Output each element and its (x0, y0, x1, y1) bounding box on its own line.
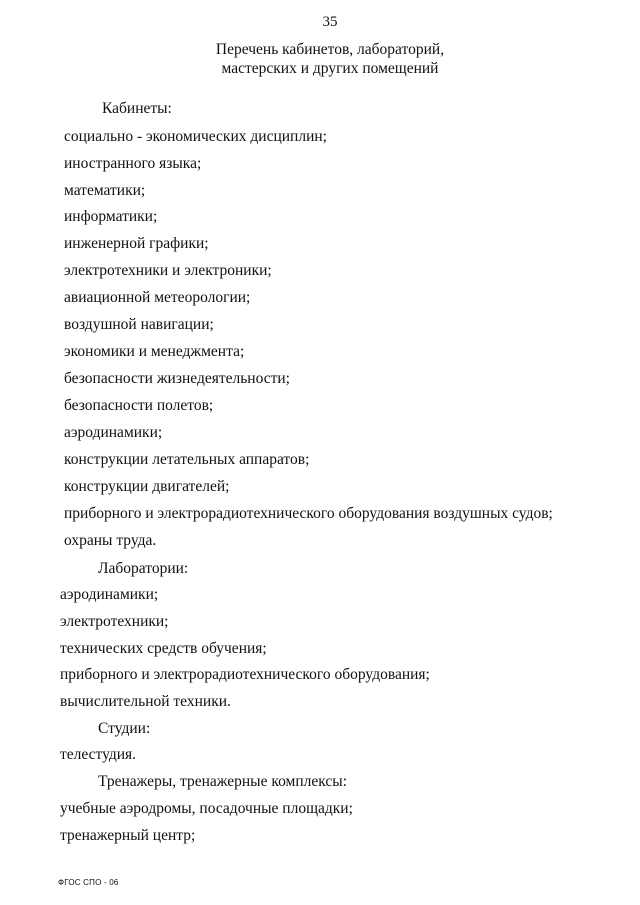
list-item: технических средств обучения; (60, 640, 267, 657)
list-item: безопасности жизнедеятельности; (64, 370, 290, 387)
list-item: учебные аэродромы, посадочные площадки; (60, 800, 353, 817)
list-item: приборного и электрорадиотехнического оборудования воздушных судов; (64, 505, 553, 522)
list-item: иностранного языка; (64, 155, 202, 172)
section-heading-simulators: Тренажеры, тренажерные комплексы: (98, 773, 348, 790)
list-item: приборного и электрорадиотехнического оборудования; (60, 666, 430, 683)
title-line-2: мастерских и других помещений (221, 60, 439, 77)
list-item: аэродинамики; (60, 586, 159, 603)
page-title (0, 40, 640, 78)
list-item: социально - экономических дисциплин; (64, 128, 327, 145)
list-item: воздушной навигации; (64, 316, 214, 333)
list-item: авиационной метеорологии; (64, 289, 251, 306)
list-item: тренажерный центр; (60, 827, 196, 844)
list-item: конструкции двигателей; (64, 478, 230, 495)
list-item: электротехники и электроники; (64, 262, 272, 279)
list-item: математики; (64, 182, 146, 199)
title-line-1: Перечень кабинетов, лабораторий, (215, 41, 445, 58)
footer-code: ФГОС СПО - 06 (58, 878, 119, 887)
list-item: инженерной графики; (64, 235, 209, 252)
section-heading-cabinets: Кабинеты: (102, 100, 172, 117)
list-item: безопасности полетов; (64, 397, 214, 414)
section-heading-studios: Студии: (98, 720, 151, 737)
list-item: экономики и менеджмента; (64, 343, 245, 360)
list-item: информатики; (64, 208, 158, 225)
list-item: охраны труда. (64, 532, 157, 549)
list-item: вычислительной техники. (60, 693, 231, 710)
section-heading-labs: Лаборатории: (98, 560, 189, 577)
list-item: конструкции летательных аппаратов; (64, 451, 310, 468)
list-item: аэродинамики; (64, 424, 163, 441)
list-item: телестудия. (60, 746, 137, 763)
list-item: электротехники; (60, 613, 169, 630)
page-number: 35 (322, 14, 338, 30)
